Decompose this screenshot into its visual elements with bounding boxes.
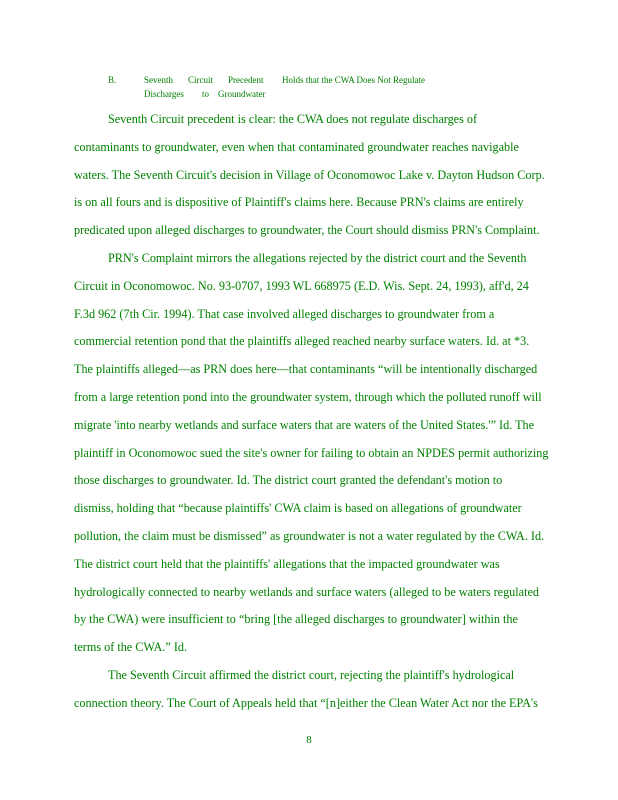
- text-line: commercial retention pond that the plaintiffs alleged reached nearby surface waters. Id. at *3.: [74, 334, 530, 349]
- text-line: from a large retention pond into the groundwater system, through which the polluted runoff will: [74, 389, 542, 404]
- heading-row-1: [108, 73, 425, 87]
- text-line: predicated upon alleged discharges to groundwater, the Court should dismiss PRN's Complaint.: [74, 223, 540, 238]
- heading-word: to: [202, 89, 210, 99]
- text-line: migrate 'into nearby wetlands and surface waters that are waters of the United States.'” Id. The: [74, 417, 535, 432]
- heading-word: Circuit: [188, 75, 213, 85]
- heading-row-2: [108, 87, 425, 101]
- text-line: F.3d 962 (7th Cir. 1994). That case involved alleged discharges to groundwater from a: [74, 306, 495, 321]
- text-line: terms of the CWA.” Id.: [74, 640, 188, 655]
- page-number: 8: [306, 734, 312, 746]
- heading-word: Groundwater: [218, 89, 266, 99]
- heading-word: Discharges: [144, 89, 184, 99]
- text-line: waters. The Seventh Circuit's decision in Village of Oconomowoc Lake v. Dayton Hudson Corp.: [74, 167, 545, 182]
- text-line: The Seventh Circuit affirmed the district court, rejecting the plaintiff's hydrological: [108, 667, 515, 682]
- text-line: PRN's Complaint mirrors the allegations rejected by the district court and the Seventh: [108, 250, 527, 265]
- text-line: Circuit in Oconomowoc. No. 93-0707, 1993 WL 668975 (E.D. Wis. Sept. 24, 1993), aff'd, 24: [74, 278, 529, 293]
- text-line: is on all fours and is dispositive of Plaintiff's claims here. Because PRN's claims are entirely: [74, 195, 524, 210]
- text-line: contaminants to groundwater, even when that contaminated groundwater reaches navigable: [74, 139, 519, 154]
- text-line: Seventh Circuit precedent is clear: the CWA does not regulate discharges of: [108, 112, 478, 126]
- heading-word: Precedent: [228, 75, 264, 85]
- text-line: by the CWA) were insufficient to “bring [the alleged discharges to groundwater] within the: [74, 612, 518, 627]
- text-line: dismiss, holding that “because plaintiffs' CWA claim is based on allegations of groundwater: [74, 501, 522, 516]
- text-line: The plaintiffs alleged—as PRN does here—that contaminants “will be intentionally discharged: [74, 362, 538, 377]
- section-heading: [108, 73, 425, 101]
- heading-word: Holds that the CWA Does Not Regulate: [282, 75, 425, 85]
- text-line: those discharges to groundwater. Id. The district court granted the defendant's motion to: [74, 473, 503, 488]
- text-line: plaintiff in Oconomowoc sued the site's owner for failing to obtain an NPDES permit authorizing: [74, 445, 549, 460]
- text-line: The district court held that the plaintiffs' allegations that the impacted groundwater was: [74, 556, 500, 571]
- heading-letter: B.: [108, 75, 117, 85]
- text-line: pollution, the claim must be dismissed” as groundwater is not a water regulated by the CWA. Id.: [74, 528, 545, 543]
- text-line: hydrologically connected to nearby wetlands and surface waters (alleged to be waters regulated: [74, 584, 539, 599]
- text-line: connection theory. The Court of Appeals held that “[n]either the Clean Water Act nor the EPA's: [74, 695, 538, 710]
- body-text: [74, 108, 594, 720]
- heading-word: Seventh: [144, 75, 173, 85]
